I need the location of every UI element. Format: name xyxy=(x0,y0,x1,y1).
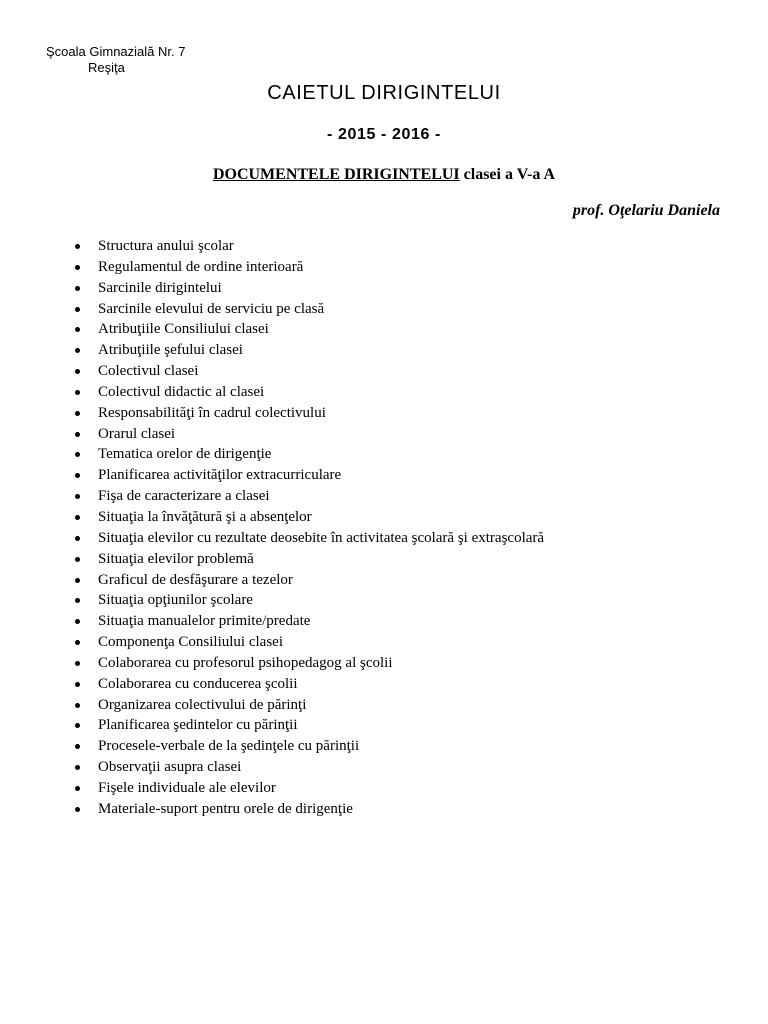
bullet-icon xyxy=(75,369,80,374)
list-item xyxy=(72,465,544,486)
list-item-text: Graficul de desfăşurare a tezelor xyxy=(98,571,293,588)
list-item-text: Organizarea colectivului de părinţi xyxy=(98,696,307,713)
bullet-icon xyxy=(75,598,80,603)
list-item xyxy=(72,319,544,340)
list-item xyxy=(72,424,544,445)
list-item xyxy=(72,778,544,799)
bullet-icon xyxy=(75,265,80,270)
list-item xyxy=(72,674,544,695)
list-item xyxy=(72,799,544,820)
teacher-name: prof. Oţelariu Daniela xyxy=(572,202,720,219)
bullet-icon xyxy=(75,432,80,437)
list-item xyxy=(72,340,544,361)
list-item xyxy=(72,507,544,528)
list-item xyxy=(72,695,544,716)
bullet-icon xyxy=(75,578,80,583)
bullet-icon xyxy=(75,765,80,770)
bullet-icon xyxy=(75,536,80,541)
list-item-text: Colaborarea cu conducerea şcolii xyxy=(98,675,298,692)
list-item xyxy=(72,611,544,632)
list-item xyxy=(72,528,544,549)
bullet-icon xyxy=(75,807,80,812)
list-item-text: Situaţia elevilor cu rezultate deosebite în activitatea şcolară şi extraşcolară xyxy=(98,529,545,546)
bullet-icon xyxy=(75,723,80,728)
list-item-text: Atribuţiile Consiliului clasei xyxy=(98,321,269,338)
list-item xyxy=(72,632,544,653)
list-item-text: Componenţa Consiliului clasei xyxy=(98,634,283,651)
list-item-text: Planificarea şedintelor cu părinţii xyxy=(98,717,298,734)
list-item-text: Orarul clasei xyxy=(98,425,176,442)
list-item xyxy=(72,570,544,591)
list-item-text: Procesele-verbale de la şedinţele cu părinţii xyxy=(98,738,360,755)
bullet-icon xyxy=(75,682,80,687)
list-item xyxy=(72,736,544,757)
bullet-icon xyxy=(75,703,80,708)
list-item xyxy=(72,278,544,299)
list-item-text: Atribuţiile şefului clasei xyxy=(98,342,243,359)
list-item xyxy=(72,653,544,674)
list-item-text: Tematica orelor de dirigenţie xyxy=(98,446,272,463)
bullet-icon xyxy=(75,411,80,416)
list-item-text: Colectivul didactic al clasei xyxy=(98,383,265,400)
list-item xyxy=(72,382,544,403)
list-item xyxy=(72,361,544,382)
list-item xyxy=(72,257,544,278)
documents-list xyxy=(72,236,544,820)
list-item-text: Structura anului şcolar xyxy=(98,238,234,254)
bullet-icon xyxy=(75,786,80,791)
bullet-icon xyxy=(75,640,80,645)
list-item-text: Materiale-suport pentru orele de dirigenţie xyxy=(98,800,353,817)
list-item xyxy=(72,403,544,424)
list-item xyxy=(72,299,544,320)
section-heading xyxy=(0,164,768,186)
bullet-icon xyxy=(75,390,80,395)
list-item-text: Colectivul clasei xyxy=(98,363,199,380)
bullet-icon xyxy=(75,452,80,457)
list-item xyxy=(72,486,544,507)
bullet-icon xyxy=(75,473,80,478)
list-item-text: Sarcinile dirigintelui xyxy=(98,279,222,296)
bullet-icon xyxy=(75,619,80,624)
bullet-icon xyxy=(75,327,80,332)
bullet-icon xyxy=(75,244,80,249)
bullet-icon xyxy=(75,515,80,520)
list-item-text: Sarcinile elevului de serviciu pe clasă xyxy=(98,300,325,317)
list-item xyxy=(72,236,544,257)
list-item xyxy=(72,757,544,778)
list-item xyxy=(72,715,544,736)
school-city: Reşiţa xyxy=(88,60,125,75)
list-item xyxy=(72,549,544,570)
document-title: CAIETUL DIRIGINTELUI xyxy=(267,82,501,104)
list-item-text: Fişele individuale ale elevilor xyxy=(98,779,276,796)
list-item-text: Situaţia opţiunilor şcolare xyxy=(98,592,253,609)
bullet-icon xyxy=(75,286,80,291)
list-item-text: Regulamentul de ordine interioară xyxy=(98,258,304,275)
list-item-text: Colaborarea cu profesorul psihopedagog al şcolii xyxy=(98,654,393,671)
section-heading-underlined: DOCUMENTELE DIRIGINTELUI xyxy=(212,166,460,183)
list-item-text: Observaţii asupra clasei xyxy=(98,759,242,776)
bullet-icon xyxy=(75,744,80,749)
list-item xyxy=(72,444,544,465)
list-item-text: Situaţia elevilor problemă xyxy=(98,550,254,567)
bullet-icon xyxy=(75,307,80,312)
bullet-icon xyxy=(75,557,80,562)
list-item-text: Responsabilităţi în cadrul colectivului xyxy=(98,404,326,421)
bullet-icon xyxy=(75,494,80,499)
bullet-icon xyxy=(75,348,80,353)
list-item xyxy=(72,590,544,611)
list-item-text: Situaţia manualelor primite/predate xyxy=(98,613,311,630)
school-header xyxy=(46,44,216,76)
list-item-text: Situaţia la învăţătură şi a absenţelor xyxy=(98,508,312,525)
bullet-icon xyxy=(75,661,80,666)
school-year: - 2015 - 2016 - xyxy=(327,126,441,143)
list-item-text: Planificarea activităţilor extracurriculare xyxy=(98,467,342,484)
section-heading-class: clasei a V-a A xyxy=(459,166,556,183)
list-item-text: Fişa de caracterizare a clasei xyxy=(98,488,270,505)
school-name: Şcoala Gimnazială Nr. 7 xyxy=(46,44,186,59)
